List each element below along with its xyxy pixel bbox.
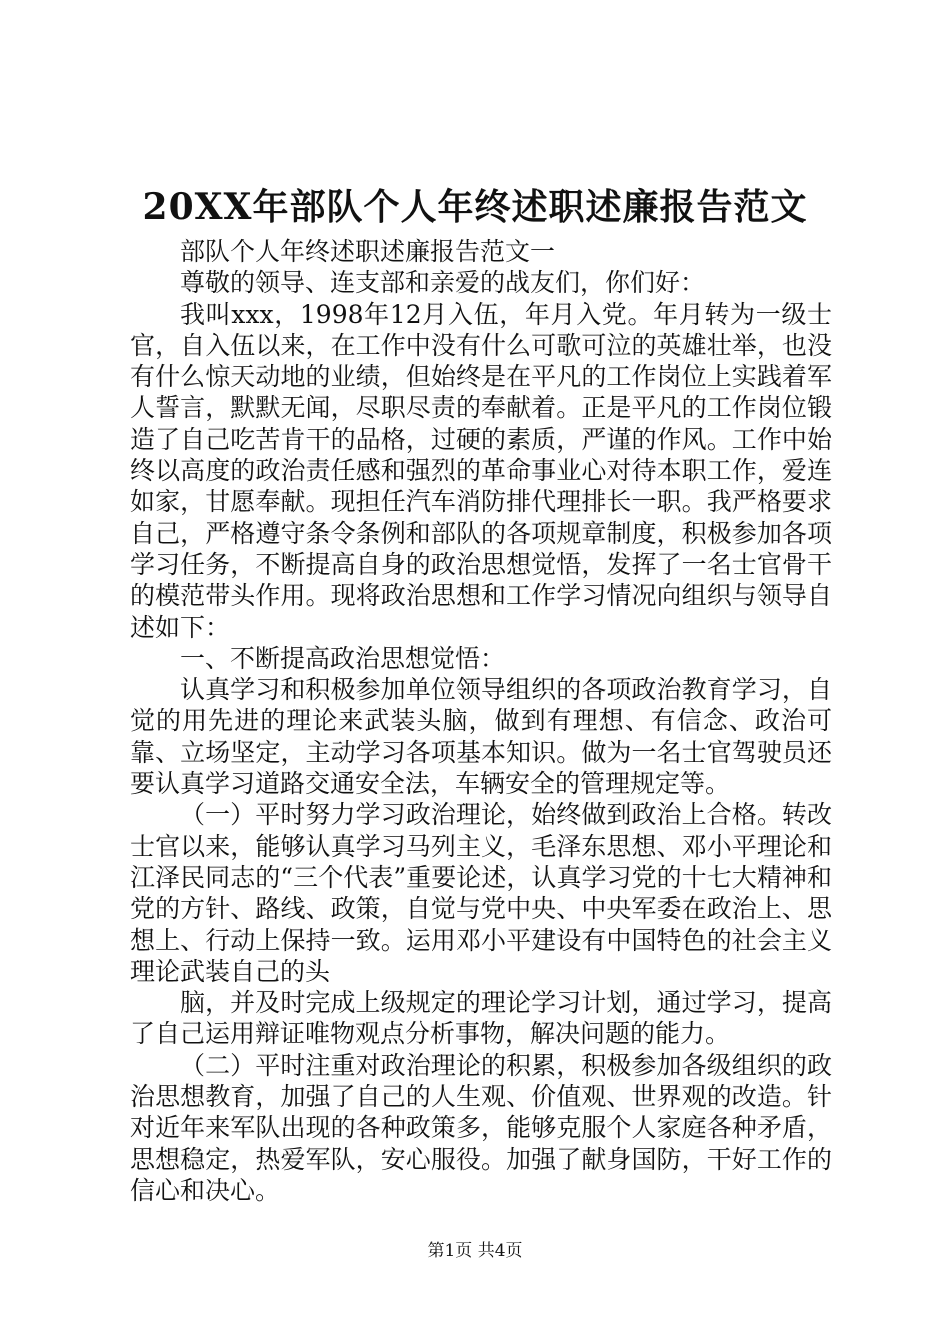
document-title: 20XX年部队个人年终述职述廉报告范文 bbox=[142, 186, 808, 228]
page-footer: 第1页 共4页 bbox=[427, 1241, 523, 1261]
paragraph-item-1: （一）平时努力学习政治理论，始终做到政治上合格。转改士官以来，能够认真学习马列主义，毛泽东思想、邓小平理论和江泽民同志的“三个代表”重要论述，认真学习党的十七大精神和党的方针、路线、政策，自觉与党中央、中央军委在政治上、思想上、行动上保持一致。运用邓小平建设有中国特色的社会主义理论武装自己的头 bbox=[130, 800, 832, 986]
paragraph-item-2: （二）平时注重对政治理论的积累，积极参加各级组织的政治思想教育，加强了自己的人生观、价值观、世界观的改造。针对近年来军队出现的各种政策多，能够克服个人家庭各种矛盾，思想稳定，热爱军队，安心服役。加强了献身国防，干好工作的信心和决心。 bbox=[130, 1050, 832, 1205]
paragraph-study: 认真学习和积极参加单位领导组织的各项政治教育学习，自觉的用先进的理论来武装头脑，做到有理想、有信念、政治可靠、立场坚定，主动学习各项基本知识。做为一名士官驾驶员还要认真学习道路交通安全法，车辆安全的管理规定等。 bbox=[130, 675, 832, 799]
paragraph-introduction: 我叫xxx，1998年12月入伍，年月入党。年月转为一级士官，自入伍以来，在工作中没有什么可歌可泣的英雄壮举，也没有什么惊天动地的业绩，但始终是在平凡的工作岗位上实践着军人誓言，默默无闻，尽职尽责的奉献着。正是平凡的工作岗位锻造了自己吃苦肯干的品格，过硬的素质，严谨的作风。工作中始终以高度的政治责任感和强烈的革命事业心对待本职工作，爱连如家，甘愿奉献。现担任汽车消防排代理排长一职。我严格要求自己，严格遵守条令条例和部队的各项规章制度，积极参加各项学习任务，不断提高自身的政治思想觉悟，发挥了一名士官骨干的模范带头作用。现将政治思想和工作学习情况向组织与领导自述如下： bbox=[130, 299, 832, 642]
paragraph-item-1-continued: 脑，并及时完成上级规定的理论学习计划，通过学习，提高了自己运用辩证唯物观点分析事物，解决问题的能力。 bbox=[130, 988, 832, 1049]
section-heading-1: 一、不断提高政治思想觉悟： bbox=[180, 643, 506, 673]
paragraph-salutation: 尊敬的领导、连支部和亲爱的战友们，你们好： bbox=[180, 268, 706, 298]
document-body bbox=[130, 236, 832, 1206]
paragraph-subtitle: 部队个人年终述职述廉报告范文一 bbox=[180, 237, 556, 266]
